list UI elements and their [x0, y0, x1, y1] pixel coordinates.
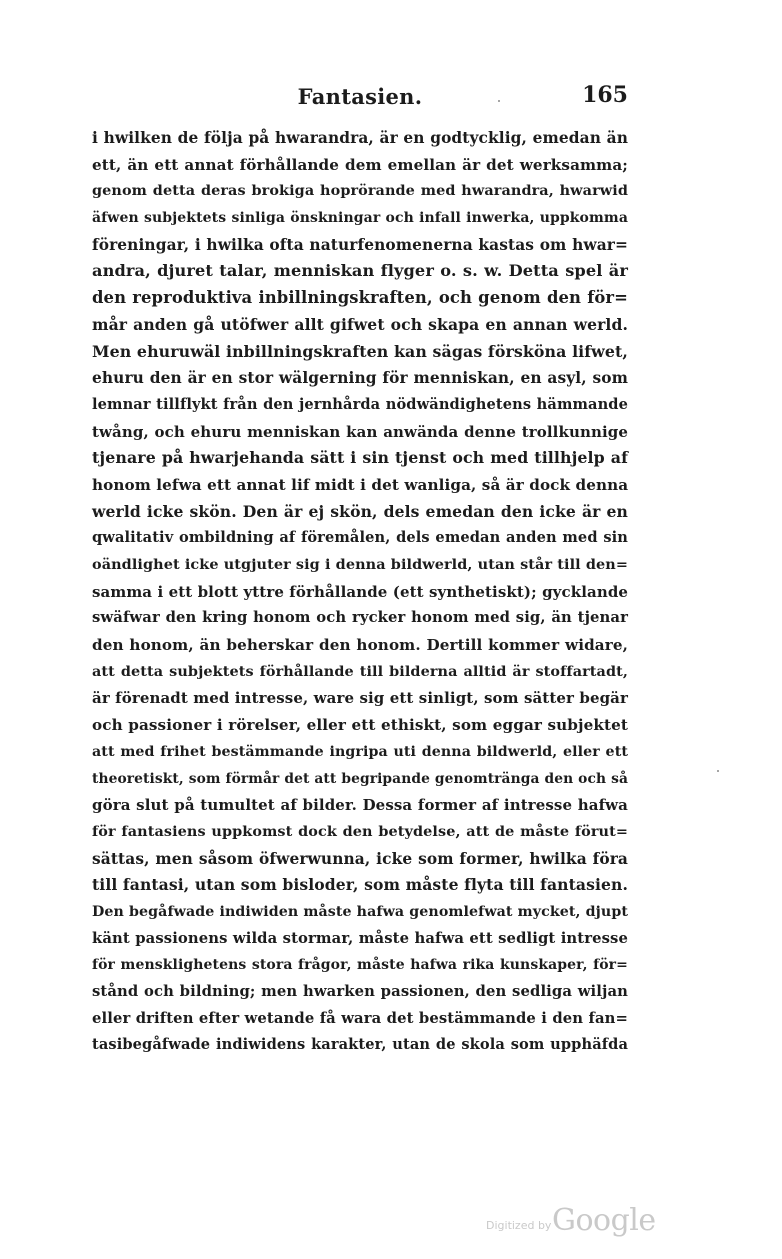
- text-line: ett, än ett annat förhållande dem emellan är det werksamma;: [92, 155, 628, 174]
- text-line: qwalitativ ombildning af föremålen, dels emedan anden med sin: [92, 529, 628, 547]
- text-line: känt passionens wilda stormar, måste hafwa ett sedligt intresse: [92, 929, 628, 947]
- text-line: genom detta deras brokiga hoprörande med hwarandra, hwarwid: [92, 182, 628, 200]
- digitized-by-watermark: [486, 1203, 656, 1243]
- text-line: göra slut på tumultet af bilder. Dessa former af intresse hafwa: [92, 796, 628, 815]
- text-line: att med frihet bestämmande ingripa uti denna bildwerld, eller ett: [92, 743, 628, 760]
- google-logo: Google: [552, 1203, 656, 1238]
- text-line: lemnar tillflykt från den jernhårda nödwändighetens hämmande: [92, 395, 628, 413]
- text-line: och passioner i rörelser, eller ett ethiskt, som eggar subjektet: [92, 716, 628, 735]
- print-speck: [717, 770, 719, 772]
- text-line: äfwen subjektets sinliga önskningar och infall inwerka, uppkomma: [92, 210, 628, 227]
- text-line: tasibegåfwade indiwidens karakter, utan de skola som upphäfda: [92, 1036, 628, 1054]
- text-line: föreningar, i hwilka ofta naturfenomenerna kastas om hwar=: [92, 235, 628, 254]
- text-line: den reproduktiva inbillningskraften, och genom den för=: [92, 288, 628, 308]
- text-line: för mensklighetens stora frågor, måste hafwa rika kunskaper, för=: [92, 957, 628, 974]
- text-line: till fantasi, utan som bisloder, som måste flyta till fantasien.: [92, 875, 628, 895]
- digitized-by-label: Digitized by: [486, 1219, 552, 1232]
- text-line: samma i ett blott yttre förhållande (ett synthetiskt); gycklande: [92, 582, 629, 601]
- running-head: [92, 84, 628, 114]
- text-line: eller driften efter wetande få wara det bestämmande i den fan=: [92, 1009, 628, 1027]
- text-line: twång, och ehuru menniskan kan anwända denne trollkunnige: [92, 422, 628, 441]
- text-line: Men ehuruwäl inbillningskraften kan sägas försköna lifwet,: [92, 341, 629, 361]
- text-line: tjenare på hwarjehanda sätt i sin tjenst och med tillhjelp af: [92, 448, 628, 468]
- text-line: sättas, men såsom öfwerwunna, icke som former, hwilka föra: [92, 849, 628, 868]
- running-title: Fantasien.: [297, 84, 423, 109]
- page-number: 165: [582, 82, 628, 108]
- print-speck: [498, 100, 500, 102]
- text-line: theoretiskt, som förmår det att begripande genomtränga den och så: [92, 770, 628, 787]
- text-line: swäfwar den kring honom och rycker honom med sig, än tjenar: [92, 609, 628, 627]
- text-line: mår anden gå utöfwer allt gifwet och skapa en annan werld.: [92, 314, 628, 334]
- text-line: ehuru den är en stor wälgerning för menniskan, en asyl, som: [92, 369, 628, 388]
- text-line: stånd och bildning; men hwarken passionen, den sedliga wiljan: [92, 983, 628, 1000]
- text-line: är förenadt med intresse, ware sig ett sinligt, som sätter begär: [92, 689, 628, 708]
- text-line: andra, djuret talar, menniskan flyger o. s. w. Detta spel är: [92, 261, 628, 281]
- text-line: honom lefwa ett annat lif midt i det wanliga, så är dock denna: [92, 475, 629, 494]
- body-text: [92, 125, 628, 1059]
- text-line: Den begåfwade indiwiden måste hafwa genomlefwat mycket, djupt: [92, 903, 628, 920]
- text-line: oändlighet icke utgjuter sig i denna bildwerld, utan står till den=: [92, 556, 628, 573]
- text-line: werld icke skön. Den är ej skön, dels emedan den icke är en: [92, 501, 628, 521]
- text-line: i hwilken de följa på hwarandra, är en godtycklig, emedan än: [92, 129, 628, 147]
- text-line: för fantasiens uppkomst dock den betydelse, att de måste förut=: [92, 822, 628, 840]
- text-line: att detta subjektets förhållande till bilderna alltid är stoffartadt,: [92, 662, 628, 680]
- text-line: den honom, än beherskar den honom. Dertill kommer widare,: [92, 636, 628, 655]
